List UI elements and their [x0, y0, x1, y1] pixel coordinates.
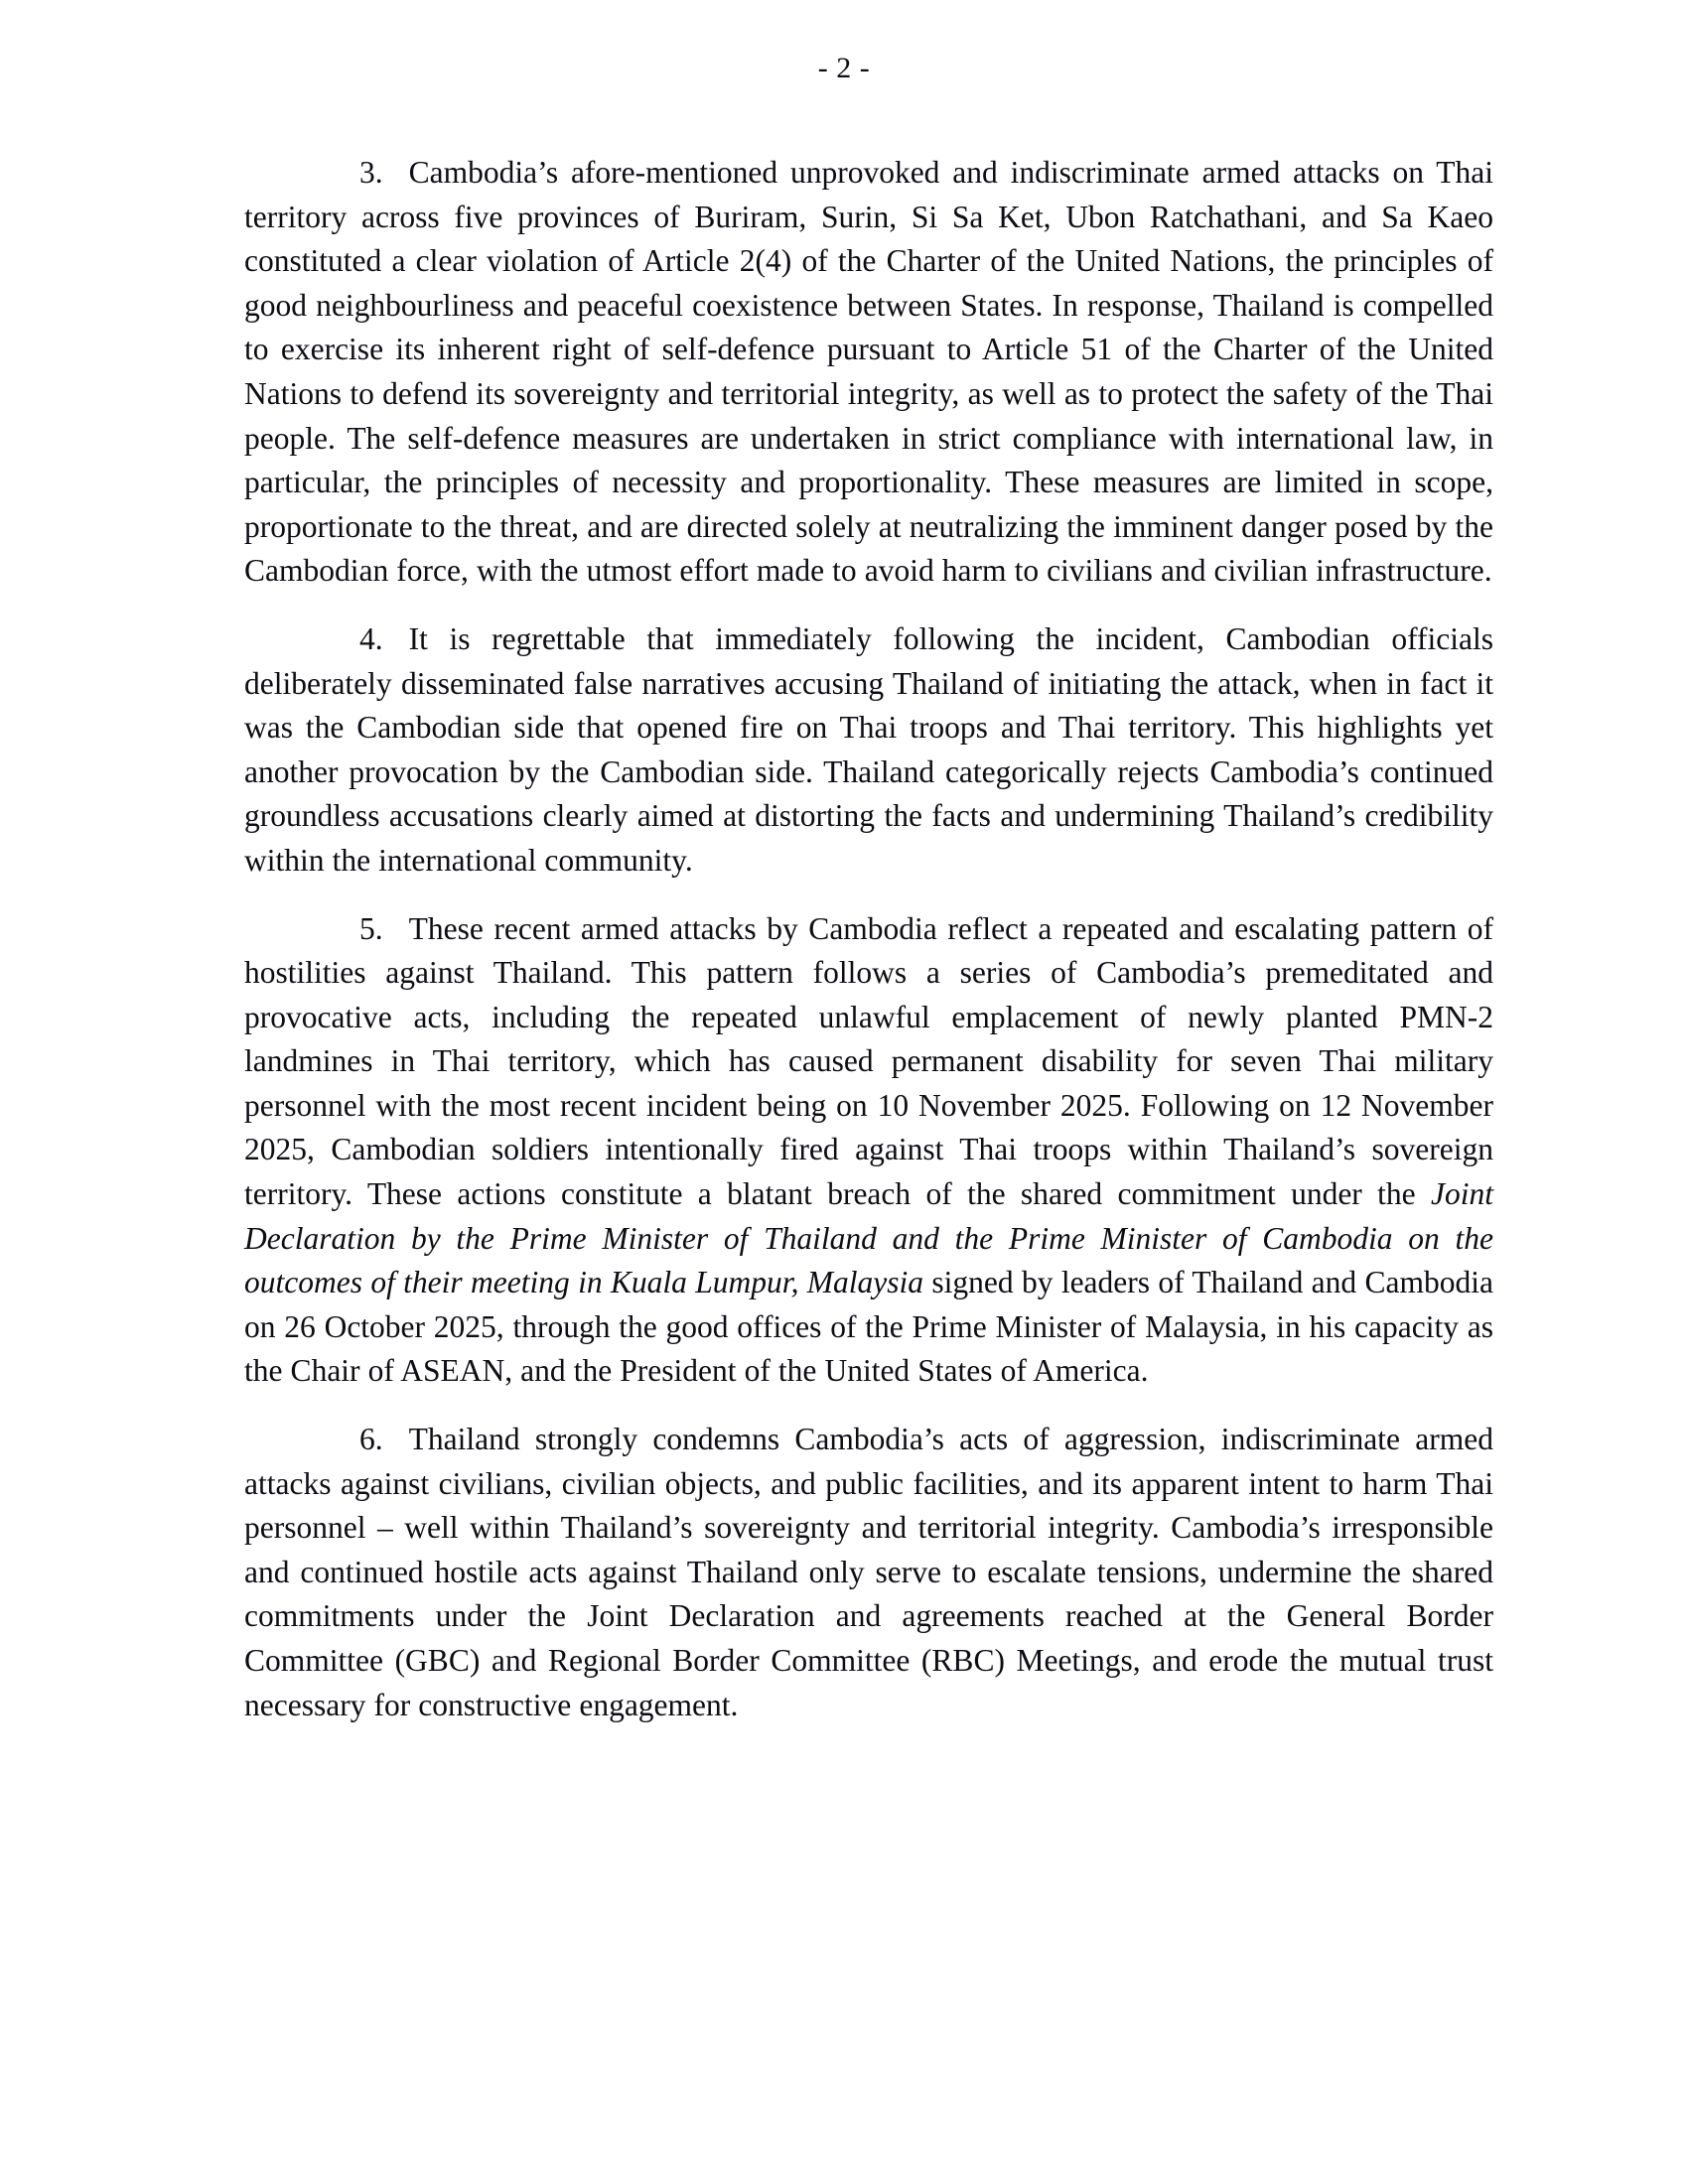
page-number: - 2 -	[817, 52, 871, 84]
paragraph-5	[244, 907, 1493, 1395]
joint-declaration-title: Joint Declaration by the Prime Minister of Thailand and the Prime Minister of Cambodia on the outcomes of their meeting in Kuala Lumpur, Malaysia	[244, 1176, 1493, 1300]
paragraph-3-number: 3.	[359, 155, 383, 190]
paragraph-4-number: 4.	[359, 620, 383, 656]
paragraph-6	[244, 1418, 1493, 1727]
document-body	[244, 151, 1493, 1727]
paragraph-3	[244, 151, 1493, 594]
paragraph-5-text-lead: These recent armed attacks by Cambodia reflect a repeated and escalating pattern of hostilities against Thailand. This pattern follows a series of Cambodia’s premeditated and provocative acts, including the repeated unlawful emplacement of newly planted PMN-2 landmines in Thai territory, which has caused permanent disability for seven Thai military personnel with the most recent incident being on 10 November 2025. Following on 12 November 2025, Cambodian soldiers intentionally fired against Thai troops within Thailand’s sovereign territory. These actions constitute a blatant breach of the shared commitment under the	[244, 910, 1493, 1212]
paragraph-6-text: Thailand strongly condemns Cambodia’s acts of aggression, indiscriminate armed attacks against civilians, civilian objects, and public facilities, and its apparent intent to harm Thai personnel – well within Thailand’s sovereignty and territorial integrity. Cambodia’s irresponsible and continued hostile acts against Thailand only serve to escalate tensions, undermine the shared commitments under the Joint Declaration and agreements reached at the General Border Committee (GBC) and Regional Border Committee (RBC) Meetings, and erode the mutual trust necessary for constructive engagement.	[244, 1422, 1493, 1722]
paragraph-6-number: 6.	[359, 1422, 383, 1457]
paragraph-4-text: It is regrettable that immediately following the incident, Cambodian officials deliberately disseminated false narratives accusing Thailand of initiating the attack, when in fact it was the Cambodian side that opened fire on Thai troops and Thai territory. This highlights yet another provocation by the Cambodian side. Thailand categorically rejects Cambodia’s continued groundless accusations clearly aimed at distorting the facts and undermining Thailand’s credibility within the international community.	[244, 620, 1493, 878]
paragraph-5-text-tail: signed by leaders of Thailand and Cambodia on 26 October 2025, through the good offices of the Prime Minister of Malaysia, in his capacity as the Chair of ASEAN, and the President of the United States of America.	[244, 1265, 1493, 1389]
paragraph-4	[244, 617, 1493, 884]
paragraph-3-text: Cambodia’s afore-mentioned unprovoked and indiscriminate armed attacks on Thai territory across five provinces of Buriram, Surin, Si Sa Ket, Ubon Ratchathani, and Sa Kaeo constituted a clear violation of Article 2(4) of the Charter of the United Nations, the principles of good neighbourliness and peaceful coexistence between States. In response, Thailand is compelled to exercise its inherent right of self-defence pursuant to Article 51 of the Charter of the United Nations to defend its sovereignty and territorial integrity, as well as to protect the safety of the Thai people. The self-defence measures are undertaken in strict compliance with international law, in particular, the principles of necessity and proportionality. These measures are limited in scope, proportionate to the threat, and are directed solely at neutralizing the imminent danger posed by the Cambodian force, with the utmost effort made to avoid harm to civilians and civilian infrastructure.	[244, 155, 1493, 589]
paragraph-5-number: 5.	[359, 910, 383, 946]
